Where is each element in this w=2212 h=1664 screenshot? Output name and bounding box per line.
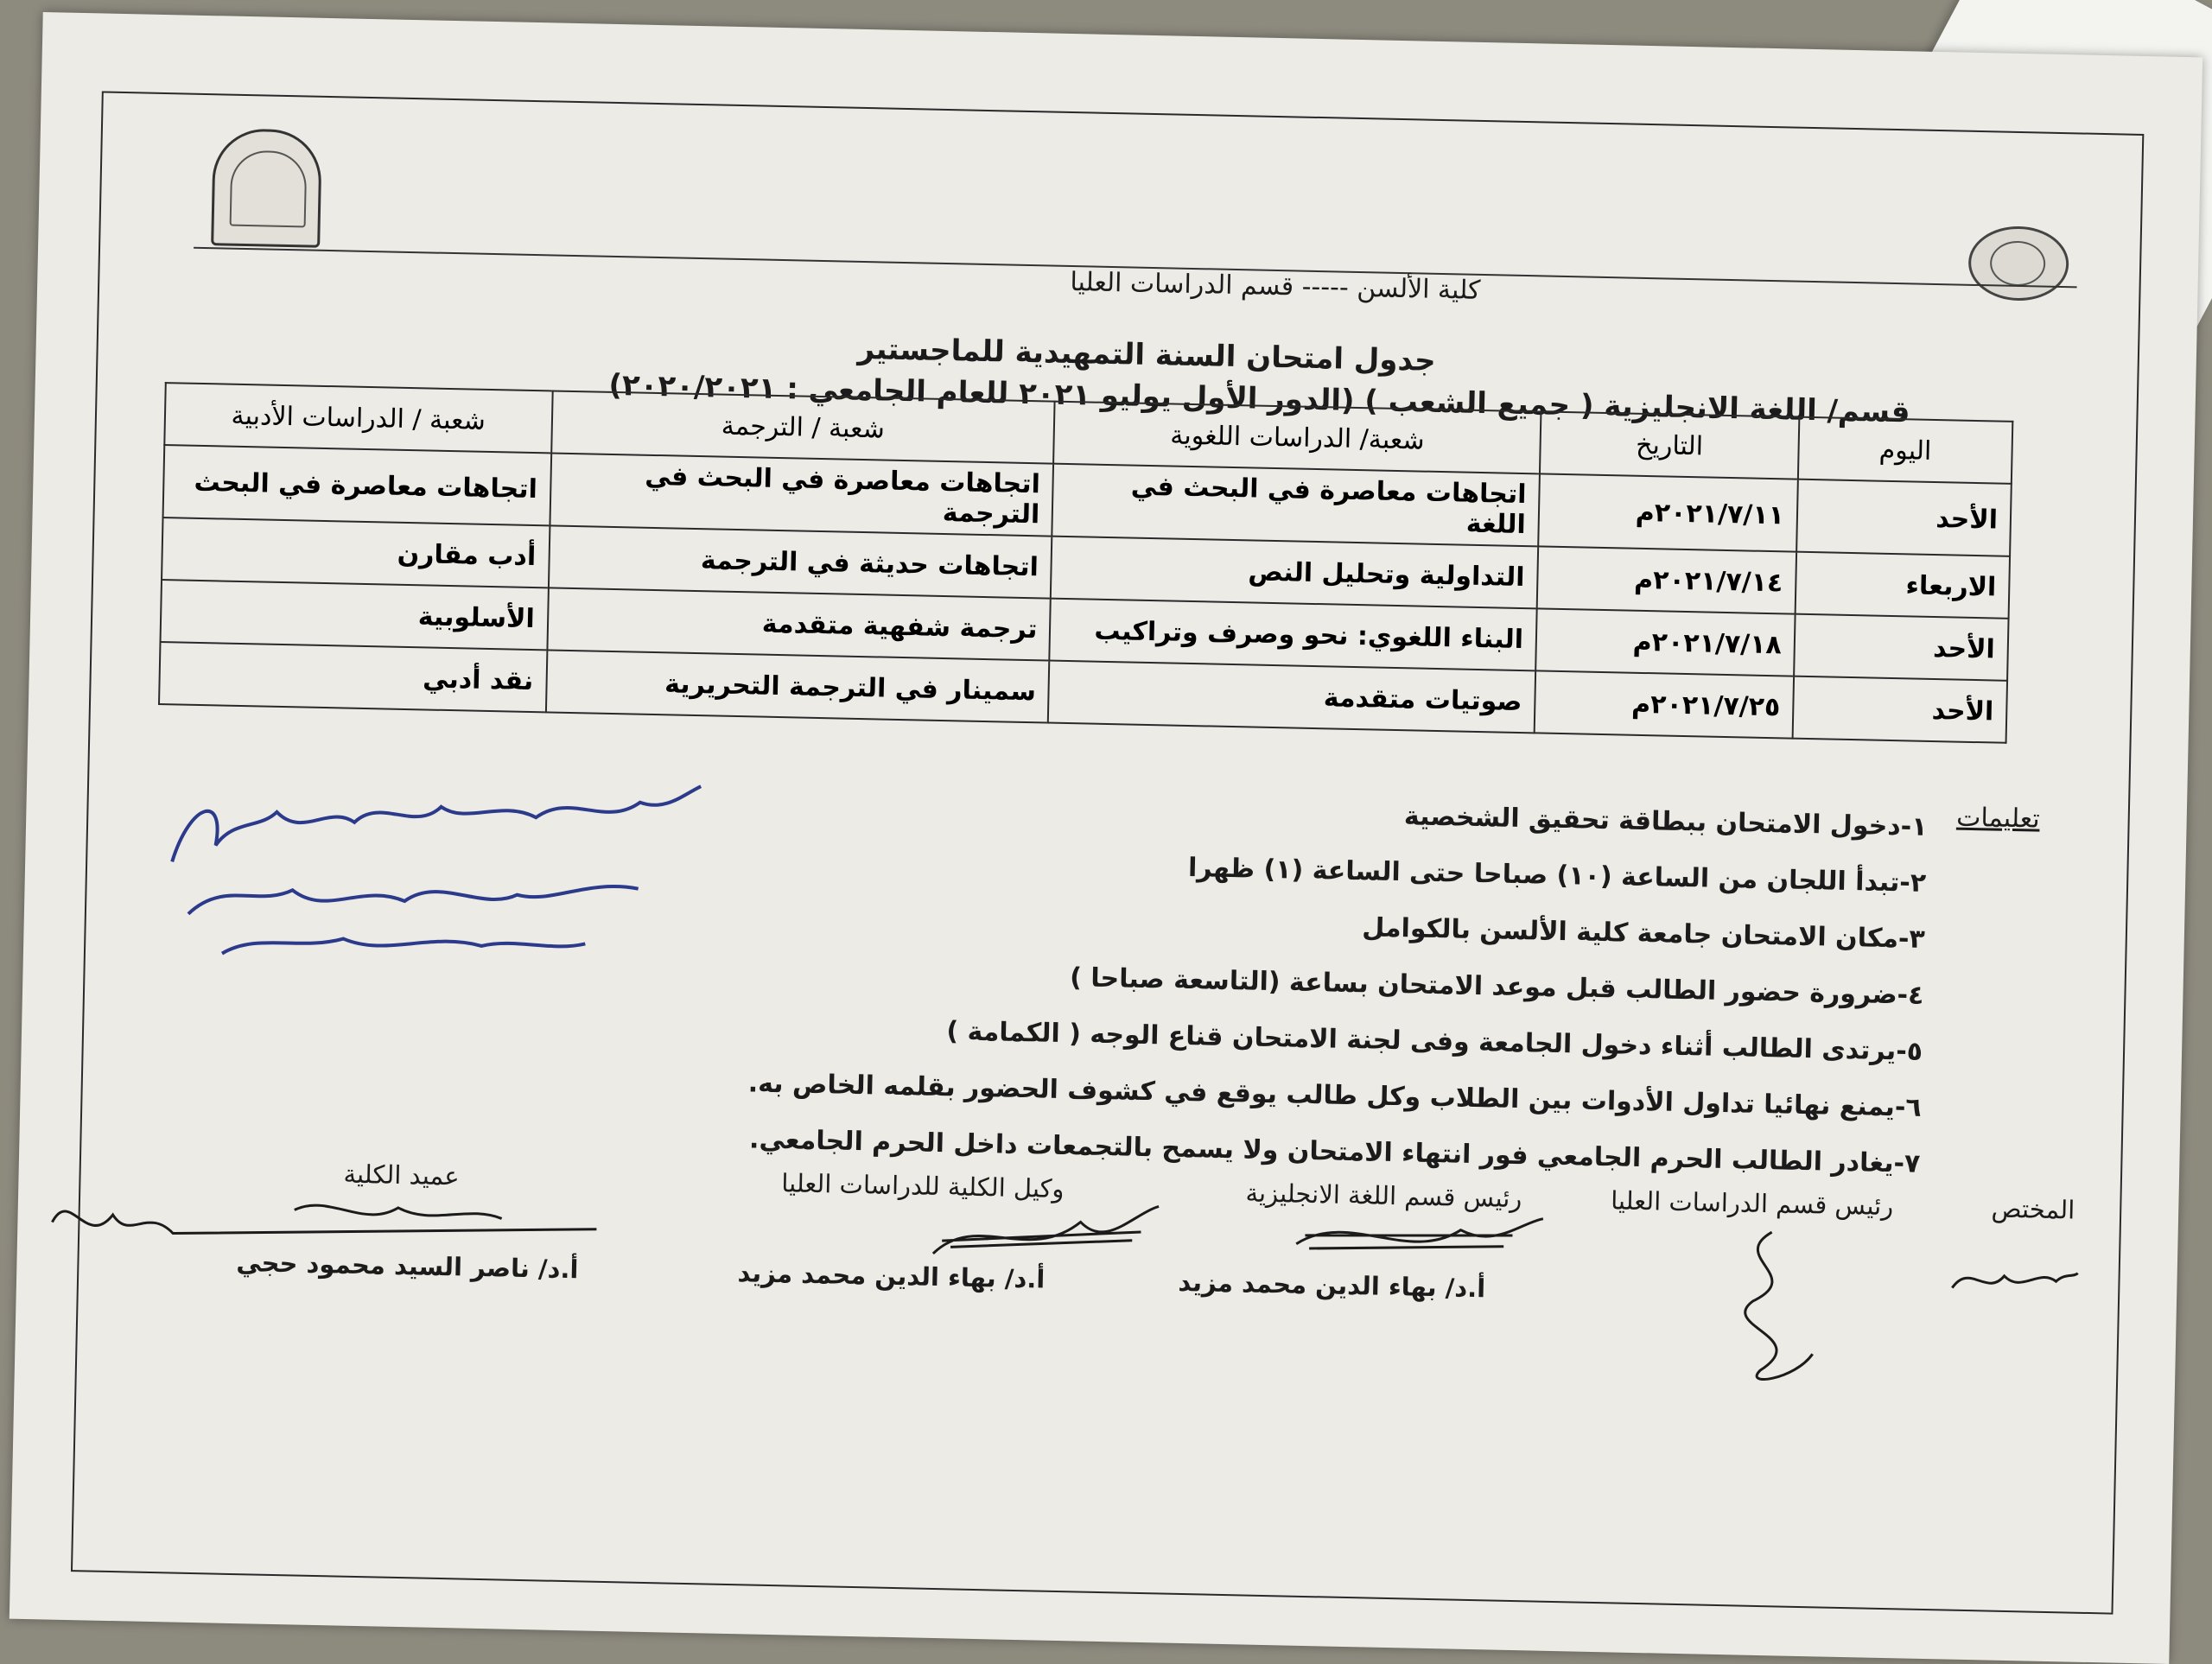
dean-name: أ.د/ ناصر السيد محمود حجي	[236, 1248, 579, 1285]
vice-dean-title: وكيل الكلية للدراسات العليا	[780, 1168, 1065, 1204]
instruction-item: ٣-مكان الامتحان جامعة كلية الألسن بالكوامل	[1361, 912, 1926, 955]
cell-translation: سمينار في الترجمة التحريرية	[545, 650, 1049, 722]
cell-linguistics: البناء اللغوي: نحو وصرف وتراكيب	[1050, 599, 1537, 671]
instruction-item: ٥-يرتدى الطالب أثناء دخول الجامعة وفى لجنة الامتحان قناع الوجه ( الكمامة )	[946, 1016, 1923, 1067]
cell-literature: اتجاهات معاصرة في البحث	[163, 445, 551, 525]
cell-linguistics: التداولية وتحليل النص	[1051, 537, 1538, 609]
university-logo-icon	[211, 128, 322, 248]
head-english-signature-icon	[1287, 1201, 1548, 1284]
dean-title: عميد الكلية	[343, 1159, 460, 1191]
cell-linguistics: صوتيات متقدمة	[1048, 661, 1535, 734]
cell-day: الأحد	[1793, 676, 2008, 743]
instruction-item: ٦-يمنع نهائيا تداول الأدوات بين الطلاب وكل طالب يوقع في كشوف الحضور بقلمه الخاص به.	[747, 1068, 1923, 1123]
instructions-label: تعليمات	[1955, 802, 2041, 835]
header-day: اليوم	[1798, 417, 2013, 484]
cell-date: ٢٠٢١/٧/٢٥م	[1535, 670, 1794, 738]
document-title: جدول امتحان السنة التمهيدية للماجستير	[857, 331, 1437, 378]
header-translation: شعبة / الترجمة	[551, 391, 1055, 463]
header-literature: شعبة / الدراسات الأدبية	[164, 383, 552, 453]
head-english-name: أ.د/ بهاء الدين محمد مزيد	[1178, 1267, 1486, 1304]
cell-date: ٢٠٢١/٧/١٨م	[1535, 608, 1795, 676]
header-date: التاريخ	[1540, 411, 1799, 479]
cell-literature: نقد أدبي	[159, 642, 547, 712]
cell-date: ٢٠٢١/٧/١١م	[1538, 473, 1798, 551]
specialist-title: المختص	[1991, 1193, 2075, 1225]
cell-translation: اتجاهات حديثة في الترجمة	[548, 525, 1052, 598]
instruction-item: ٧-يغادر الطالب الحرم الجامعي فور انتهاء الامتحان ولا يسمح بالتجمعات داخل الحرم الجامعي.	[748, 1124, 1921, 1179]
instructions-list	[747, 774, 1928, 1191]
specialist-signature-icon	[1943, 1253, 2082, 1307]
instruction-item: ٢-تبدأ اللجان من الساعة (١٠) صباحا حتى الساعة (١) ظهرا	[1187, 853, 1927, 899]
head-grad-title: رئيس قسم الدراسات العليا	[1610, 1185, 1894, 1222]
document-page	[10, 12, 2202, 1664]
cell-translation: ترجمة شفهية متقدمة	[547, 587, 1051, 660]
cell-literature: أدب مقارن	[162, 518, 550, 587]
document-subtitle: قسم/ اللغة الانجليزية ( جميع الشعب ) (الدور الأول يوليو ٢٠٢١ للعام الجامعي : ٢٠٢٠/٢٠٢١)	[608, 367, 1910, 430]
faculty-header: كلية الألسن ----- قسم الدراسات العليا	[1070, 266, 1481, 306]
head-grad-signature-icon	[1708, 1223, 1833, 1398]
header-linguistics: شعبة/ الدراسات اللغوية	[1053, 402, 1541, 474]
vice-dean-name: أ.د/ بهاء الدين محمد مزيد	[737, 1258, 1046, 1294]
cell-day: الاربعاء	[1796, 552, 2011, 619]
cell-literature: الأسلوبية	[161, 580, 549, 650]
cell-linguistics: اتجاهات معاصرة في البحث في اللغة	[1052, 464, 1540, 547]
instruction-item: ١-دخول الامتحان ببطاقة تحقيق الشخصية	[1403, 801, 1928, 842]
vice-dean-signature-icon	[924, 1193, 1167, 1276]
head-english-title: رئيس قسم اللغة الانجليزية	[1245, 1178, 1522, 1214]
handwritten-note-icon	[153, 766, 710, 976]
exam-schedule-table	[158, 382, 2013, 744]
cell-date: ٢٠٢١/٧/١٤م	[1537, 546, 1796, 613]
cell-day: الأحد	[1796, 480, 2012, 556]
dean-signature-icon	[34, 1170, 623, 1277]
cell-day: الأحد	[1794, 614, 2009, 681]
cell-translation: اتجاهات معاصرة في البحث في الترجمة	[550, 453, 1053, 536]
instruction-item: ٤-ضرورة حضور الطالب قبل موعد الامتحان بساعة (التاسعة صباحا )	[1069, 962, 1924, 1011]
